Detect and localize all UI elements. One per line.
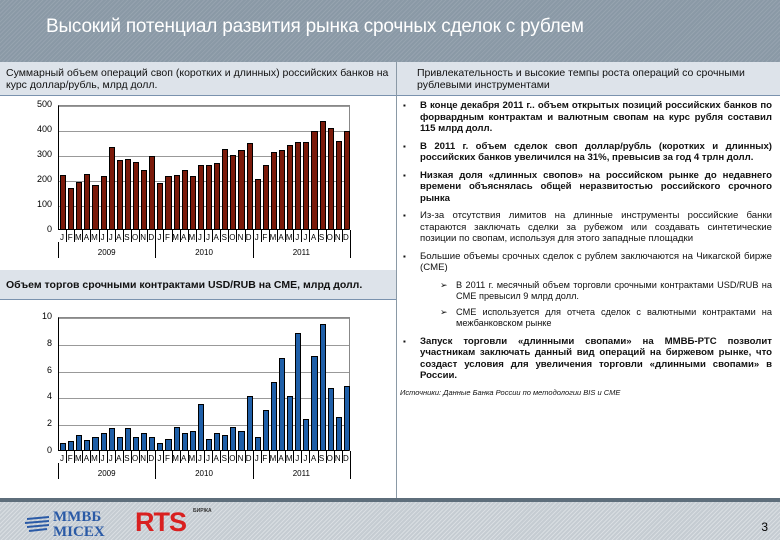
bar bbox=[287, 396, 293, 450]
month-label: O bbox=[131, 454, 139, 463]
month-label: A bbox=[310, 233, 317, 242]
month-label: D bbox=[343, 233, 349, 242]
right-column bbox=[400, 100, 772, 397]
year-tick bbox=[58, 242, 59, 258]
month-label: F bbox=[262, 233, 268, 242]
bar bbox=[279, 358, 285, 450]
month-label: N bbox=[334, 233, 341, 242]
month-label: D bbox=[148, 233, 155, 242]
bar bbox=[60, 175, 66, 229]
bar bbox=[271, 382, 277, 450]
bar bbox=[238, 150, 244, 229]
year-label: 2010 bbox=[195, 469, 213, 478]
gridline bbox=[59, 398, 349, 399]
y-tick-label: 4 bbox=[46, 391, 52, 402]
plot-area bbox=[58, 105, 350, 230]
bar bbox=[303, 419, 309, 450]
month-label: M bbox=[91, 233, 98, 242]
gridline bbox=[59, 131, 349, 132]
y-tick-label: 300 bbox=[36, 149, 52, 159]
month-label: N bbox=[237, 233, 244, 242]
month-label: F bbox=[262, 454, 268, 463]
bar bbox=[125, 428, 131, 450]
month-label: M bbox=[172, 233, 179, 242]
bar bbox=[149, 156, 155, 229]
bar bbox=[295, 333, 301, 450]
month-label: F bbox=[67, 233, 73, 242]
month-label: A bbox=[278, 233, 284, 242]
month-label: M bbox=[269, 454, 277, 463]
bar bbox=[255, 437, 261, 450]
month-label: J bbox=[254, 454, 259, 463]
year-tick bbox=[253, 242, 254, 258]
right-section-title: Привлекательность и высокие темпы роста операций со срочными рублевыми инструментами bbox=[397, 62, 780, 96]
bullet-item: ▪ Запуск торговли «длинными свопами» на ММВБ-РТС позволит участникам заключать данный вид операций на биржевом рынке, что создаст условия для увеличения торговли «длинными свопами» в России. bbox=[400, 336, 772, 382]
month-label: S bbox=[221, 233, 227, 242]
bullet-item: ▪ В конце декабря 2011 г.. объем открытых позиций российских банков по форвардным контрактам и валютным свопам на курс рубля составил 115 млрд долл. bbox=[400, 100, 772, 135]
month-label: J bbox=[303, 233, 308, 242]
bar bbox=[190, 176, 196, 229]
month-label: J bbox=[206, 233, 211, 242]
month-label: J bbox=[60, 454, 65, 463]
bar bbox=[76, 435, 82, 450]
month-label: D bbox=[148, 454, 155, 463]
bullet-item: ▪ Из-за отсутствия лимитов на длинные инструменты российские банки стараются заключать сделки за рубежом или создавать синтетические позиции по свопам, используя для этого западные площадки bbox=[400, 210, 772, 245]
bar bbox=[84, 174, 90, 229]
y-tick-label: 6 bbox=[46, 364, 52, 375]
bar bbox=[287, 145, 293, 229]
bar bbox=[263, 165, 269, 229]
month-label: O bbox=[326, 454, 333, 463]
bar bbox=[182, 433, 188, 450]
column-divider bbox=[396, 62, 397, 498]
bar bbox=[271, 152, 277, 229]
month-label: J bbox=[303, 454, 308, 463]
month-label: F bbox=[165, 454, 170, 463]
month-label: M bbox=[74, 233, 82, 242]
bar bbox=[76, 182, 82, 229]
year-label: 2009 bbox=[97, 248, 116, 257]
bar bbox=[190, 431, 196, 450]
month-label: N bbox=[334, 454, 341, 463]
bar bbox=[157, 443, 163, 450]
month-label: J bbox=[197, 454, 202, 463]
month-label: A bbox=[181, 233, 187, 242]
month-label: A bbox=[116, 454, 122, 463]
month-label: M bbox=[188, 454, 196, 463]
month-label: N bbox=[237, 454, 244, 463]
bar bbox=[92, 185, 98, 230]
y-tick-label: 0 bbox=[46, 445, 52, 455]
page-number: 3 bbox=[761, 520, 768, 534]
month-label: N bbox=[140, 454, 147, 463]
swap-volume-chart bbox=[0, 96, 396, 270]
bar bbox=[92, 437, 98, 450]
source-note: Источники: Данные Банка России по методологии BIS и CME bbox=[400, 387, 621, 397]
bullet-item: ▪ Низкая доля «длинных свопов» на российском рынке до недавнего времени объяснялась общей неразвитостью российского срочного рынка bbox=[400, 170, 772, 205]
cme-volume-chart bbox=[0, 300, 396, 498]
bullet-item: ▪ Большие объемы срочных сделок с рублем заключаются на Чикагской бирже (CME) bbox=[400, 251, 772, 274]
year-tick bbox=[350, 463, 351, 479]
month-label: J bbox=[108, 454, 113, 463]
bar bbox=[311, 356, 317, 450]
slide-body bbox=[0, 62, 780, 498]
month-label: A bbox=[181, 454, 187, 463]
month-label: J bbox=[108, 233, 113, 242]
bullet-item: ▪ В 2011 г. объем сделок своп доллар/рубль (коротких и длинных) российских банков увеличился на 31%, превысив за год 4 трлн долл. bbox=[400, 141, 772, 164]
y-tick-label: 500 bbox=[36, 99, 52, 109]
bar bbox=[141, 433, 147, 450]
month-label: A bbox=[116, 233, 122, 242]
bar bbox=[198, 404, 204, 450]
year-tick bbox=[253, 463, 254, 479]
micex-logo: ММВБ MICEX bbox=[25, 508, 115, 540]
month-label: A bbox=[213, 233, 219, 242]
bar bbox=[336, 141, 342, 229]
month-label: M bbox=[172, 454, 179, 463]
month-label: F bbox=[67, 454, 73, 463]
plot-area bbox=[58, 317, 350, 451]
bar bbox=[109, 428, 115, 450]
month-label: J bbox=[206, 454, 211, 463]
y-tick-label: 0 bbox=[46, 224, 52, 234]
month-label: S bbox=[124, 454, 130, 463]
month-label: J bbox=[157, 233, 162, 242]
year-tick bbox=[155, 242, 156, 258]
month-label: S bbox=[124, 233, 130, 242]
bar bbox=[336, 417, 342, 451]
month-label: J bbox=[254, 233, 259, 242]
chart2-title: Объем торгов срочными контрактами USD/RUB на CME, млрд долл. bbox=[0, 270, 396, 300]
bar bbox=[247, 143, 253, 229]
bar bbox=[109, 147, 115, 229]
bar bbox=[238, 431, 244, 450]
month-label: J bbox=[295, 233, 300, 242]
bar bbox=[165, 439, 171, 450]
y-tick-label: 200 bbox=[36, 174, 52, 184]
bar bbox=[125, 159, 131, 229]
bar bbox=[222, 435, 228, 450]
y-tick-label: 10 bbox=[41, 311, 52, 321]
bar bbox=[68, 188, 74, 229]
bar bbox=[84, 440, 90, 450]
bar bbox=[320, 324, 326, 450]
month-label: A bbox=[83, 233, 90, 242]
bar bbox=[133, 437, 139, 450]
month-label: S bbox=[318, 454, 325, 463]
month-label: M bbox=[188, 233, 196, 242]
x-tick bbox=[350, 230, 351, 242]
bar bbox=[295, 142, 301, 230]
rts-logo: RTS БИРЖА bbox=[135, 507, 212, 537]
month-label: O bbox=[326, 233, 333, 242]
bar bbox=[198, 165, 204, 229]
bar bbox=[328, 388, 334, 450]
month-label: J bbox=[60, 233, 65, 242]
bar bbox=[141, 170, 147, 229]
year-tick bbox=[350, 242, 351, 258]
bar bbox=[174, 427, 180, 450]
bar bbox=[117, 160, 123, 229]
micex-wing-icon bbox=[25, 514, 51, 534]
bar bbox=[214, 433, 220, 450]
bar bbox=[68, 441, 74, 450]
bar bbox=[101, 433, 107, 450]
bar bbox=[263, 410, 269, 450]
bar bbox=[255, 179, 261, 229]
bar bbox=[174, 175, 180, 229]
page-title: Высокий потенциал развития рынка срочных сделок с рублем bbox=[46, 16, 584, 37]
month-label: O bbox=[131, 233, 139, 242]
year-label: 2011 bbox=[292, 469, 310, 478]
arrow-bullet-icon: ➢ bbox=[440, 306, 448, 317]
month-label: J bbox=[100, 233, 105, 242]
bar bbox=[101, 176, 107, 229]
slide-footer bbox=[0, 498, 780, 540]
bar bbox=[279, 150, 285, 229]
bar bbox=[303, 142, 309, 230]
gridline bbox=[59, 318, 349, 319]
bar bbox=[214, 163, 220, 229]
month-label: M bbox=[91, 454, 98, 463]
month-label: A bbox=[310, 454, 317, 463]
year-tick bbox=[155, 463, 156, 479]
bar bbox=[230, 155, 236, 229]
year-label: 2010 bbox=[195, 248, 213, 257]
bar bbox=[311, 131, 317, 229]
x-tick bbox=[350, 451, 351, 463]
bar bbox=[133, 162, 139, 229]
month-label: J bbox=[295, 454, 300, 463]
y-tick-label: 400 bbox=[36, 124, 52, 134]
month-label: S bbox=[318, 233, 325, 242]
month-label: M bbox=[285, 454, 293, 463]
bar bbox=[165, 176, 171, 229]
bar bbox=[117, 437, 123, 450]
month-label: D bbox=[245, 233, 252, 242]
month-label: M bbox=[74, 454, 82, 463]
slide-header bbox=[0, 0, 780, 62]
bar bbox=[206, 439, 212, 450]
bar bbox=[182, 170, 188, 229]
month-label: J bbox=[157, 454, 162, 463]
bar bbox=[230, 427, 236, 450]
month-label: S bbox=[221, 454, 227, 463]
year-tick bbox=[58, 463, 59, 479]
year-label: 2009 bbox=[97, 469, 116, 478]
month-label: J bbox=[100, 454, 105, 463]
arrow-bullet-icon: ➢ bbox=[440, 279, 448, 290]
month-label: O bbox=[229, 454, 236, 463]
month-label: M bbox=[285, 233, 293, 242]
bar bbox=[320, 121, 326, 229]
sub-bullet-item: ➢ CME используется для отчета сделок с валютными контрактами на межбанковском рынке bbox=[440, 306, 772, 328]
month-label: A bbox=[278, 454, 284, 463]
month-label: A bbox=[83, 454, 90, 463]
sub-bullet-item: ➢ В 2011 г. месячный объем торговли срочными контрактами USD/RUB на CME превысил 9 млрд долл. bbox=[440, 279, 772, 301]
month-label: A bbox=[213, 454, 219, 463]
bar bbox=[157, 183, 163, 230]
bar bbox=[247, 396, 253, 450]
month-label: M bbox=[269, 233, 277, 242]
month-label: F bbox=[165, 233, 170, 242]
gridline bbox=[59, 345, 349, 346]
gridline bbox=[59, 372, 349, 373]
bar bbox=[344, 386, 350, 450]
bar bbox=[222, 149, 228, 229]
year-label: 2011 bbox=[292, 248, 310, 257]
bar bbox=[328, 128, 334, 230]
y-tick-label: 2 bbox=[46, 418, 52, 429]
month-label: D bbox=[245, 454, 252, 463]
bar bbox=[149, 437, 155, 450]
bar bbox=[60, 443, 66, 450]
gridline bbox=[59, 106, 349, 107]
month-label: N bbox=[140, 233, 147, 242]
bar bbox=[206, 165, 212, 229]
month-label: J bbox=[197, 233, 202, 242]
chart1-title: Суммарный объем операций своп (коротких и длинных) российских банков на курс доллар/рубль, млрд долл. bbox=[0, 62, 396, 96]
y-tick-label: 100 bbox=[36, 199, 52, 209]
month-label: O bbox=[229, 233, 236, 242]
month-label: D bbox=[343, 454, 349, 463]
y-tick-label: 8 bbox=[46, 337, 52, 348]
bar bbox=[344, 131, 350, 229]
